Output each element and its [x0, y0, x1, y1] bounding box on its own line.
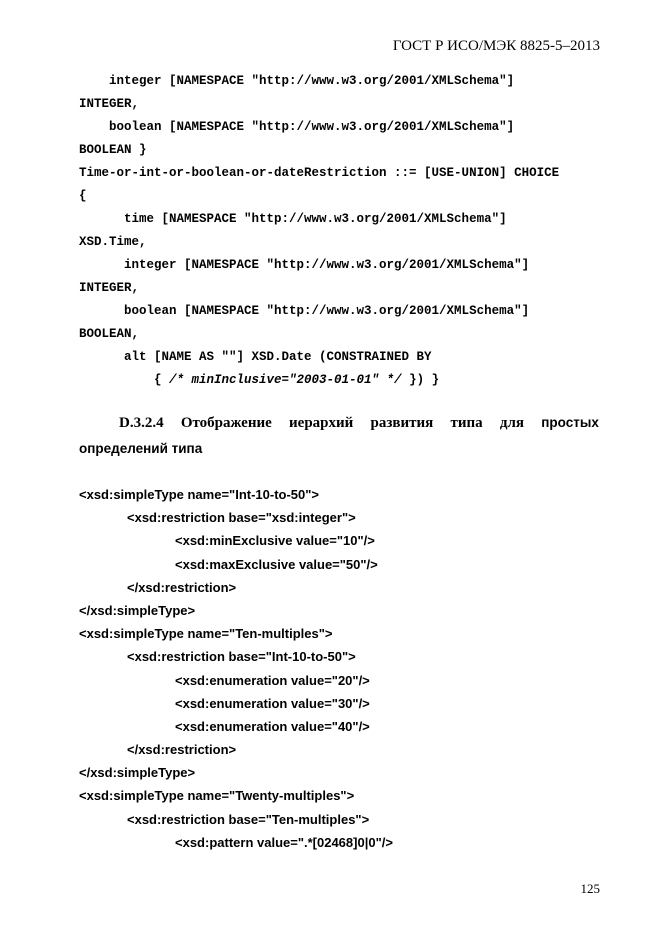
code-line: BOOLEAN } — [79, 143, 147, 157]
document-header: ГОСТ Р ИСО/МЭК 8825-5–2013 — [392, 38, 600, 54]
section-heading-line2: определений типа — [79, 441, 203, 456]
section-word: типа — [450, 415, 483, 431]
xml-line: <xsd:pattern value=".*[02468]0|0"/> — [175, 834, 393, 850]
page-number: 125 — [580, 881, 600, 896]
xml-line: <xsd:simpleType name="Ten-multiples"> — [79, 626, 333, 642]
xml-line: <xsd:restriction base="Int-10-to-50"> — [127, 649, 356, 665]
xml-line: </xsd:restriction> — [127, 579, 237, 595]
xml-line: <xsd:enumeration value="20"/> — [175, 672, 370, 688]
xml-line: <xsd:simpleType name="Twenty-multiples"> — [79, 788, 355, 804]
xsd-code-block — [79, 483, 609, 854]
xml-line: </xsd:simpleType> — [79, 602, 196, 618]
code-line: BOOLEAN, — [79, 327, 140, 341]
xml-line: <xsd:minExclusive value="10"/> — [175, 533, 375, 549]
xml-line: <xsd:maxExclusive value="50"/> — [175, 556, 378, 572]
code-line: integer [NAMESPACE "http://www.w3.org/2001/XMLSchema"] — [79, 74, 515, 88]
code-line: XSD.Time, — [79, 235, 147, 249]
section-word: для — [499, 415, 525, 431]
code-line: boolean [NAMESPACE "http://www.w3.org/2001/XMLSchema"] — [79, 120, 515, 134]
section-word: простых — [541, 415, 599, 430]
code-brace-close: }) } — [401, 373, 440, 387]
code-line: boolean [NAMESPACE "http://www.w3.org/2001/XMLSchema"] — [79, 304, 530, 318]
xml-line: <xsd:enumeration value="40"/> — [175, 718, 370, 734]
code-line: alt [NAME AS ""] XSD.Date (CONSTRAINED BY — [79, 350, 432, 364]
section-heading — [79, 412, 599, 460]
section-heading-line1 — [79, 412, 599, 434]
xml-line: </xsd:simpleType> — [79, 765, 196, 781]
code-line: INTEGER, — [79, 97, 140, 111]
xml-line: </xsd:restriction> — [127, 742, 237, 758]
section-word: развития — [370, 415, 434, 431]
xml-line: <xsd:enumeration value="30"/> — [175, 695, 370, 711]
section-number: D.3.2.4 — [119, 415, 164, 431]
section-word: Отображение — [180, 415, 272, 431]
section-word: иерархий — [289, 415, 354, 431]
code-line: integer [NAMESPACE "http://www.w3.org/2001/XMLSchema"] — [79, 258, 530, 272]
code-line: time [NAMESPACE "http://www.w3.org/2001/XMLSchema"] — [79, 212, 507, 226]
code-line: { — [79, 189, 87, 203]
xml-line: <xsd:restriction base="xsd:integer"> — [127, 510, 356, 526]
code-comment: /* minInclusive="2003-01-01" */ — [169, 373, 402, 387]
code-brace-open: { — [79, 373, 170, 387]
code-line-last — [79, 369, 609, 392]
xml-line: <xsd:restriction base="Ten-multiples"> — [127, 811, 370, 827]
code-line: Time-or-int-or-boolean-or-dateRestriction ::= [USE-UNION] CHOICE — [79, 166, 560, 180]
asn1-code-block — [79, 70, 609, 392]
xml-line: <xsd:simpleType name="Int-10-to-50"> — [79, 487, 320, 502]
code-line: INTEGER, — [79, 281, 140, 295]
